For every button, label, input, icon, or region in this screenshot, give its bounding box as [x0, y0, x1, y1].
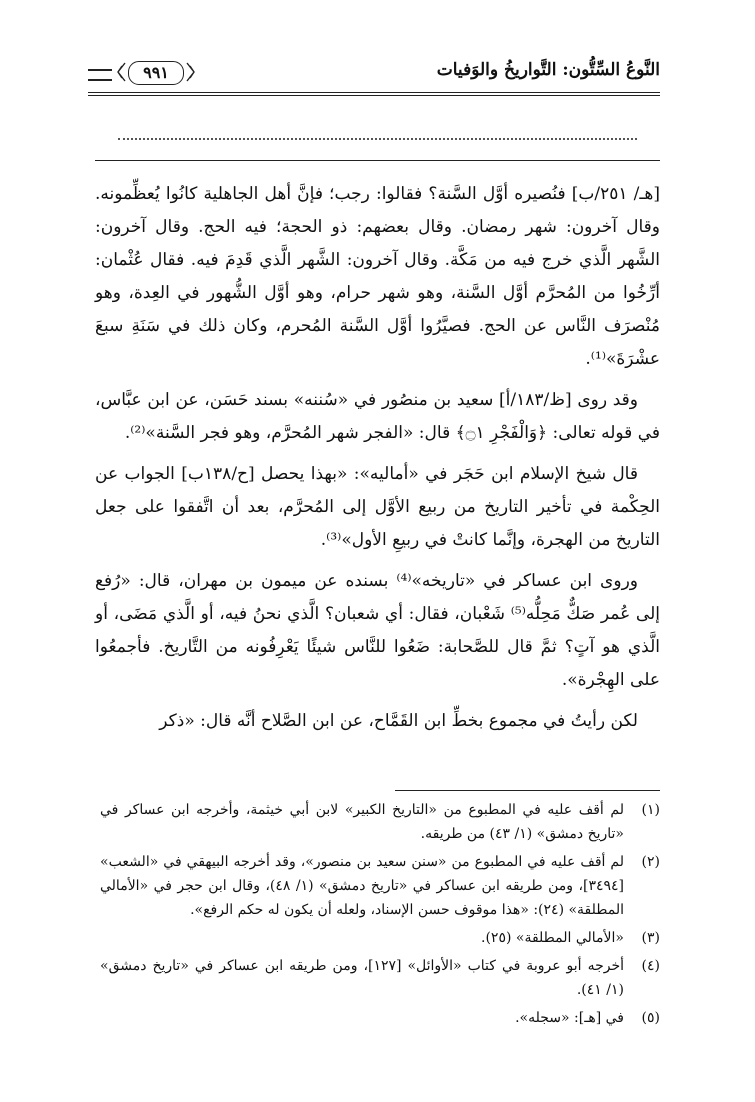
footnote [100, 954, 660, 1002]
page-number-ornament [116, 58, 196, 88]
header-rule-thin [88, 95, 660, 96]
footnote-text: في [هـ]: «سجله». [515, 1010, 624, 1026]
header-rule [88, 92, 660, 93]
footnote-number: (٣) [641, 930, 660, 946]
main-text [95, 178, 660, 746]
dotted-separator [118, 138, 637, 140]
footnotes [100, 798, 660, 1034]
ornament-left-icon [116, 61, 126, 83]
paragraph: وروى ابن عساكر في «تاريخه»⁽⁴⁾ بسنده عن ميمون بن مهران، قال: «رُفع إلى عُمر صَكٌّ مَحِلُّه⁽⁵⁾ شَعْبان، فقال: أي شعبان؟ الَّذي نحنُ فيه، أو الَّذي مَضَى، أو الَّذي هو آتٍ؟ ثمَّ قال للصَّحابة: ضَعُوا للنَّاس شيئًا يَعْرِفُونه من التَّاريخ. فأجمعُوا على الهِجْرة». [95, 571, 660, 690]
paragraph: لكن رأيتُ في مجموع بخطِّ ابن القَمَّاح، عن ابن الصَّلاح أنَّه قال: «ذكر [159, 711, 638, 731]
footnote-text: «الأمالي المطلقة» (٢٥). [481, 930, 624, 946]
chapter-title: النَّوعُ السِّتُّون: التَّواريخُ والوَفيات [436, 60, 660, 80]
page-header [88, 58, 660, 92]
footnote-number: (٥) [641, 1010, 660, 1026]
footnote-text: أخرجه أبو عروبة في كتاب «الأوائل» [١٢٧]، ومن طريقه ابن عساكر في «تاريخ دمشق» (١/ ٤١). [100, 958, 624, 998]
footnote-number: (٢) [641, 854, 660, 870]
footnote [100, 926, 660, 950]
footnote-text: لم أقف عليه في المطبوع من «سنن سعيد بن منصور»، وقد أخرجه البيهقي في «الشعب» [٣٤٩٤]، ومن طريقه ابن عساكر في «تاريخ دمشق» (١/ ٤٨)، وقال ابن حجر في «الأمالي المطلقة» (٢٤): «هذا موقوف حسن الإسناد، ولعله أن يكون له حكم الرفع». [100, 854, 625, 918]
paragraph: قال شيخ الإسلام ابن حَجَر في «أماليه»: «بهذا يحصل [ح/١٣٨ب] الجواب عن الحِكْمة في تأخير التاريخ من ربيع الأوَّل إلى المُحرَّم، بعد أن اتَّفقوا على جعل التاريخ من الهجرة، وإنَّما كانتْ في ربيعِ الأول»⁽³⁾. [95, 464, 660, 550]
ornament-right-icon [186, 61, 196, 83]
footnote [100, 850, 660, 922]
page-number: ٩٩١ [128, 61, 184, 85]
footnote [100, 1006, 660, 1030]
footnote-number: (١) [641, 802, 660, 818]
header-double-rule [88, 69, 112, 81]
footnote-text: لم أقف عليه في المطبوع من «التاريخ الكبير» لابن أبي خيثمة، وأخرجه ابن عساكر في «تاريخ دمشق» (١/ ٤٣) من طريقه. [100, 802, 624, 842]
paragraph: [هـ/ ٢٥١/ب] فنُصيره أوَّل السَّنة؟ فقالوا: رجب؛ فإنَّ أهل الجاهلية كانُوا يُعظِّمونه. وقال آخرون: شهر رمضان. وقال بعضهم: ذو الحجة؛ فيه الحج. وقال آخرون: الشَّهر الَّذي خرج فيه من مَكَّة. وقال آخرون: الشَّهر الَّذي قَدِمَ فيه. فقال عُثْمان: أرِّخُوا من المُحرَّم أوَّل السَّنة، وهو شهر حرام، وهو أوَّل الشُّهور في العِدة، وهو مُنْصرَف النَّاس عن الحج. فصيَّرُوا أوَّل السَّنة المُحرم، وكان ذلك في سَنَةِ سبعَ عشْرَةَ»⁽¹⁾. [95, 184, 660, 369]
footnote-number: (٤) [641, 958, 660, 974]
paragraph: وقد روى [ظ/١٨٣/أ] سعيد بن منصُور في «سُننه» بسند حَسَن، عن ابن عبَّاس، في قوله تعالى: ﴿وَالْفَجْرِ ۝١﴾ قال: «الفجر شهر المُحرَّم، وهو فجر السَّنة»⁽²⁾. [95, 390, 660, 443]
footnote [100, 798, 660, 846]
footnote-rule [395, 790, 660, 791]
section-rule [95, 160, 660, 161]
